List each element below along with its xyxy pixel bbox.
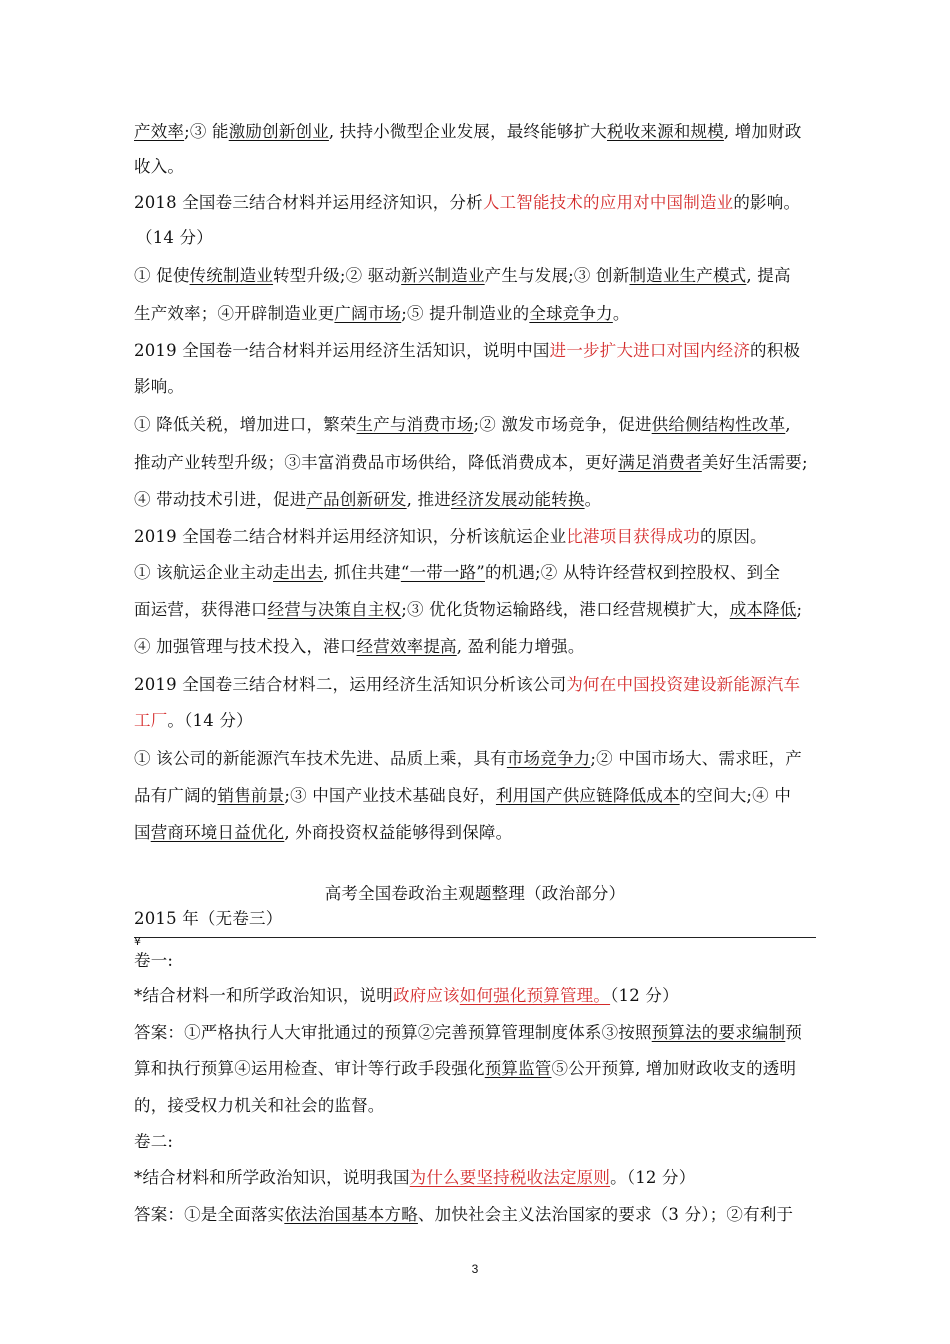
text-span: 答案：①严格执行人大审批通过的预算②完善预算管理制度体系③按照 [134,1023,652,1042]
highlighted-term: 为何在中国投资建设新能源汽车 [566,675,801,694]
text-span: , 推进 [406,490,451,509]
text-span: ;③ 中国产业技术基础良好， [284,786,496,805]
text-span: *结合材料一和所学政治知识，说明 [134,986,393,1005]
text-span: , 扶持小微型企业发展，最终能够扩大 [328,122,608,141]
text-span: 转型升级;② 驱动 [273,266,402,285]
text-span: 2019 全国卷二结合材料并运用经济知识，分析该航运企业 [134,527,567,546]
question-line [134,673,824,697]
text-span: ;⑤ 提升制造业的 [401,304,530,323]
answer-line [134,451,824,475]
underlined-term: 走出去 [273,563,324,582]
answer-line [134,413,824,437]
highlighted-term: 如何强化预算管理。 [459,986,611,1005]
answer-line [134,598,824,622]
answer-line [134,635,824,659]
underlined-term: 经营与决策自主权 [267,600,402,619]
text-span: ① 促使 [134,266,190,285]
question-line [134,525,824,549]
underlined-term: 生产与消费市场 [356,415,474,434]
answer-line [134,1057,824,1081]
underlined-term: 制造业生产模式 [629,266,747,285]
answer-line [134,747,824,771]
highlighted-term: 进一步扩大进口对国内经济 [549,341,751,360]
underlined-term: 激励创新创业 [228,122,329,141]
text-span: *结合材料和所学政治知识，说明我国 [134,1168,410,1187]
text-span: , 增加财政 [723,122,802,141]
underlined-term: 预算监管 [484,1059,552,1078]
volume-label: 卷一: [134,951,174,970]
answer-line [134,1203,824,1227]
highlighted-term: 政府应该 [392,986,460,1005]
answer-line: 的，接受权力机关和社会的监督。 [134,1096,385,1115]
text-span: ;③ 优化货物运输路线，港口经营规模扩大， [401,600,730,619]
text-span: 生产效率；④开辟制造业更 [134,304,335,323]
underlined-term: 经济发展动能转换 [450,490,585,509]
text-span: ⑤公开预算, 增加财政收支的透明 [551,1059,797,1078]
highlighted-term: 比港项目获得成功 [566,527,700,546]
underlined-term: 新兴制造业 [401,266,485,285]
text-span: 。 [612,304,630,323]
question-line [134,191,824,215]
text-span: 2019 全国卷一结合材料并运用经济生活知识，说明中国 [134,341,550,360]
underlined-term: 广阔市场 [334,304,402,323]
text-span: 2018 全国卷三结合材料并运用经济知识，分析 [134,193,483,212]
highlighted-term: 为什么要坚持税收法定原则 [409,1168,611,1187]
answer-line [134,264,824,288]
text-span: 的积极 [750,341,801,360]
text-span: 国 [134,823,151,842]
text-span: , 提高 [746,266,791,285]
underlined-term: 传统制造业 [189,266,274,285]
text-span: 。（14 分） [167,711,253,730]
underlined-term: 产品创新研发 [306,490,407,509]
text-span: ① 该航运企业主动 [134,563,274,582]
text-span: 。（12 分） [610,1168,696,1187]
text-span: 的原因。 [699,527,767,546]
text-span: ;② 中国市场大、需求旺，产 [590,749,802,768]
page-number: 3 [471,1262,479,1276]
text-line: 影响。 [134,377,185,396]
underlined-term: 预算法的要求编制 [651,1023,786,1042]
underlined-term: 依法治国基本方略 [284,1205,418,1224]
text-span: , 外商投资权益能够得到保障。 [284,823,513,842]
text-span: 答案：①是全面落实 [134,1205,285,1224]
year-label: 2015 年（无卷三） [134,909,283,928]
yen-mark: ¥ [134,935,141,948]
answer-line [134,561,824,585]
answer-line [134,488,824,512]
text-span: 。 [584,490,602,509]
text-span: 的空间大;④ 中 [679,786,792,805]
text-span: , [785,415,791,434]
volume-label: 卷二: [134,1132,174,1151]
text-span: 算和执行预算④运用检查、审计等行政手段强化 [134,1059,485,1078]
answer-line [134,1021,824,1045]
question-line [134,709,824,733]
question-line [134,984,824,1008]
underlined-term: 税收来源和规模 [607,122,724,141]
text-span: ; [796,600,803,619]
underlined-term: 供给侧结构性改革 [651,415,786,434]
text-span: , 抓住共建 [323,563,401,582]
text-span: ① 该公司的新能源汽车技术先进、品质上乘，具有 [134,749,507,768]
underlined-term: 利用国产供应链降低成本 [495,786,680,805]
text-line: 收入。 [134,157,185,176]
underlined-term: 满足消费者 [618,453,702,472]
answer-line [134,821,824,845]
text-span: ;② 激发市场竞争，促进 [473,415,652,434]
text-span: 品有广阔的 [134,786,218,805]
answer-line [134,784,824,808]
text-span: （12 分） [610,986,679,1005]
divider-line [134,937,816,938]
underlined-term: 经营效率提高 [356,637,457,656]
text-span: 推动产业转型升级；③丰富消费品市场供给，降低消费成本，更好 [134,453,619,472]
text-span: 2019 全国卷三结合材料二，运用经济生活知识分析该公司 [134,675,567,694]
text-span: 产生与发展;③ 创新 [484,266,630,285]
underlined-term: 市场竞争力 [506,749,591,768]
underlined-term: 成本降低 [729,600,797,619]
text-span: ④ 加强管理与技术投入，港口 [134,637,357,656]
highlighted-term: 工厂 [134,711,168,730]
question-line [134,339,824,363]
text-span: , 盈利能力增强。 [456,637,585,656]
underlined-term: 销售前景 [217,786,285,805]
text-span: ;③ 能 [184,122,229,141]
underlined-term: “一带一路” [400,563,485,582]
text-line [134,120,824,144]
text-span: ① 降低关税，增加进口，繁荣 [134,415,357,434]
text-span: 、加快社会主义法治国家的要求（3 分）；②有利于 [417,1205,794,1224]
text-span: ④ 带动技术引进，促进 [134,490,307,509]
text-span: 的影响。 [733,193,801,212]
highlighted-term: 人工智能技术的应用对中国制造业 [482,193,734,212]
text-span: 的机遇;② 从特许经营权到控股权、到全 [484,563,781,582]
text-span: 面运营，获得港口 [134,600,268,619]
score-line: （14 分） [136,228,213,247]
text-span: 预 [785,1023,803,1042]
answer-line [134,302,824,326]
underlined-term: 产效率 [134,122,185,141]
underlined-term: 全球竞争力 [529,304,613,323]
question-line [134,1166,824,1190]
text-span: 美好生活需要; [701,453,808,472]
underlined-term: 营商环境日益优化 [150,823,285,842]
section-heading: 高考全国卷政治主观题整理（政治部分） [324,884,626,903]
